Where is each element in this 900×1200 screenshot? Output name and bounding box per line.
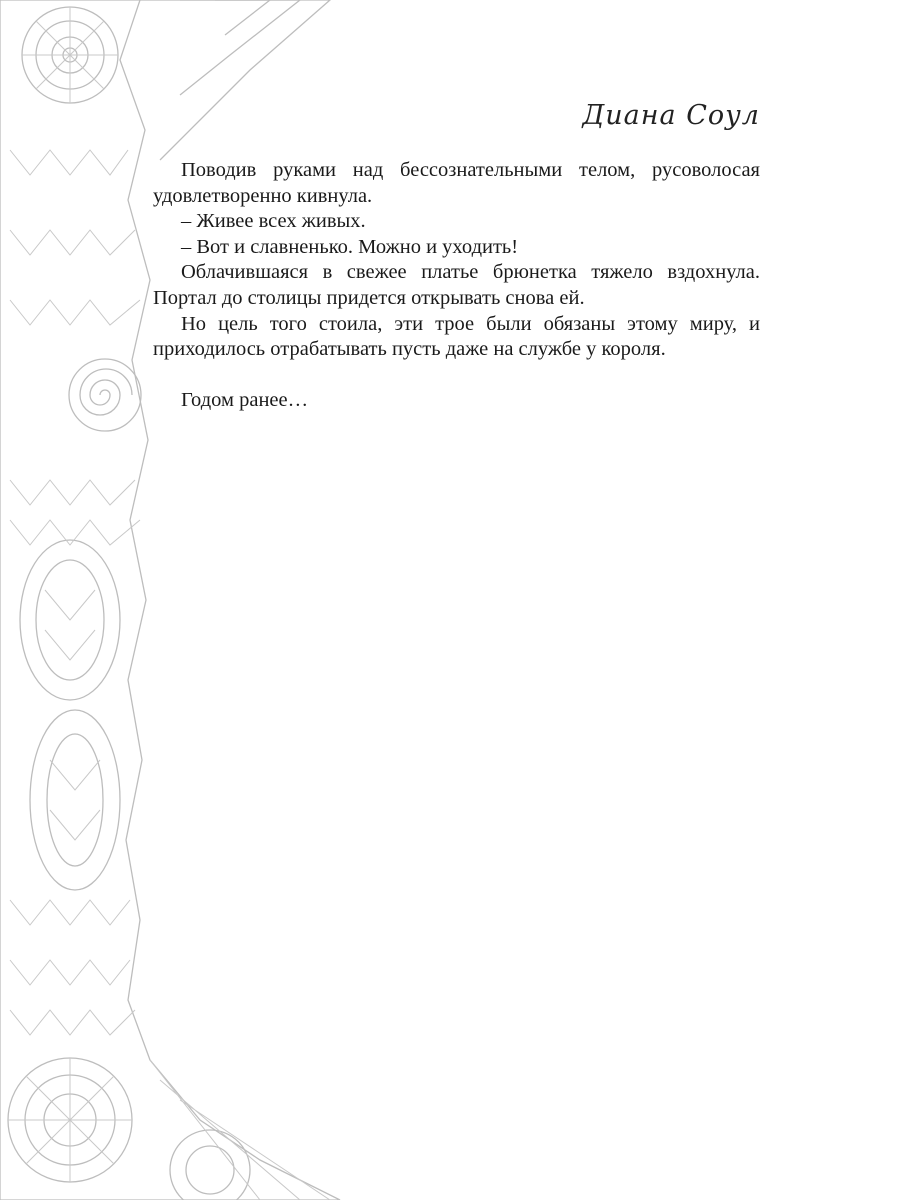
paragraph: Поводив руками над бессознательными телом, русоволосая удовлетворенно кивнула.	[153, 159, 760, 207]
paragraph: – Живее всех живых.	[181, 210, 366, 233]
paragraph: Облачившаяся в свежее платье брюнетка тяжело вздохнула. Портал до столицы придется открывать снова ей.	[153, 261, 760, 309]
paragraph: Годом ранее…	[181, 389, 309, 412]
running-head-author: Диана Соул	[582, 100, 760, 131]
paragraph: – Вот и славненько. Можно и уходить!	[181, 235, 519, 258]
paragraph: Но цель того стоила, эти трое были обязаны этому миру, и приходилось отрабатывать пусть даже на службе у короля.	[153, 312, 760, 361]
body-text	[153, 158, 760, 414]
